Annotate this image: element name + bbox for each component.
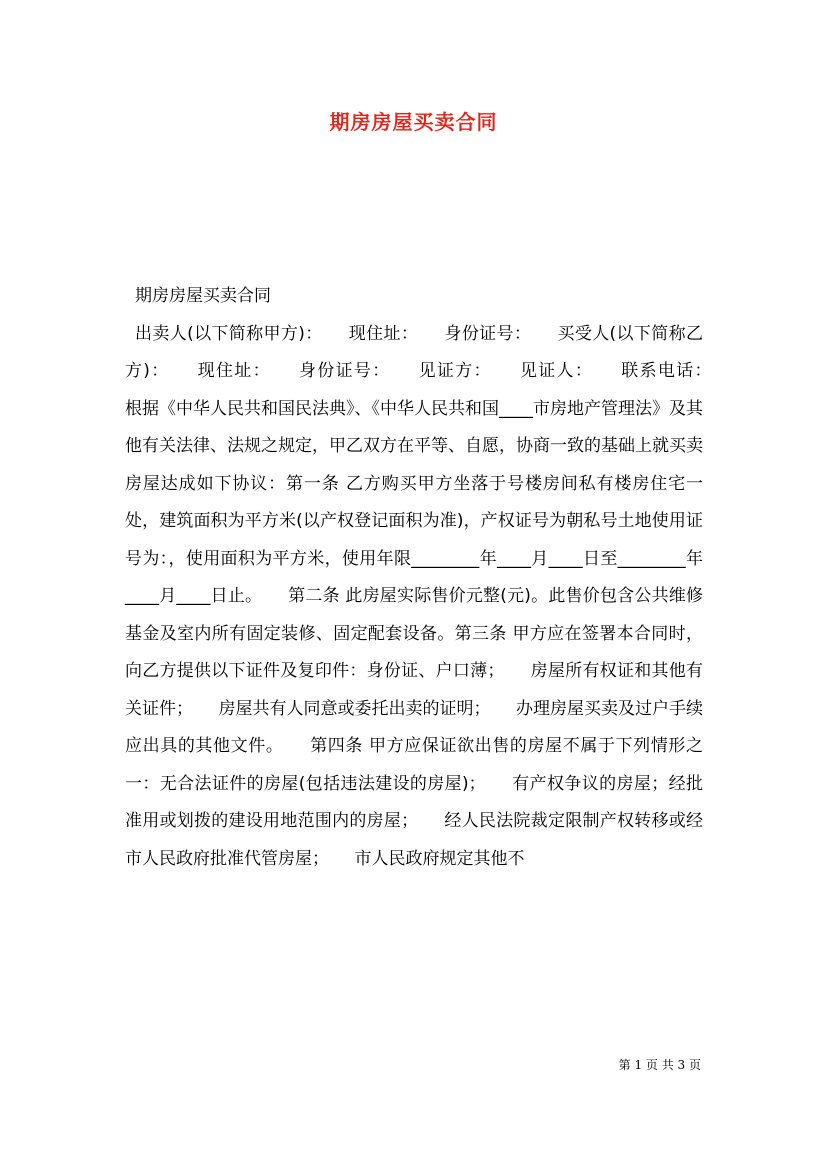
document-title: 期房房屋买卖合同: [329, 110, 498, 134]
contract-body-paragraph: 出卖人(以下简称甲方)： 现住址： 身份证号： 买受人(以下简称乙方)： 现住址： 身份证号： 见证方： 见证人： 联系电话： 根据《中华人民共和国民法典》、《中华人民共和国____市房地产管理法》及其他有关法律、法规之规定，甲乙双方在平等、自愿，协商一致的基础上就买卖房屋达成如下协议：第一条 乙方购买甲方坐落于号楼房间私有楼房住宅一处，建筑面积为平方米(以产权登记面积为准)，产权证号为朝私号土地使用证号为：，使用面积为平方米，使用年限________年____月____日至________年____月____日止。 第二条 此房屋实际售价元整(元)。此售价包含公共维修基金及室内所有固定装修、固定配套设备。第三条 甲方应在签署本合同时，向乙方提供以下证件及复印件：身份证、户口薄； 房屋所有权证和其他有关证件； 房屋共有人同意或委托出卖的证明； 办理房屋买卖及过户手续应出具的其他文件。 第四条 甲方应保证欲出售的房屋不属于下列情形之一：无合法证件的房屋(包括违法建设的房屋)； 有产权争议的房屋；经批准用或划拨的建设用地范围内的房屋； 经人民法院裁定限制产权转移或经市人民政府批准代管房屋； 市人民政府规定其他不: [125, 323, 737, 869]
page-number: 第 1 页 共 3 页: [618, 1058, 701, 1072]
document-body: [125, 278, 737, 878]
contract-heading: 期房房屋买卖合同: [135, 286, 271, 306]
